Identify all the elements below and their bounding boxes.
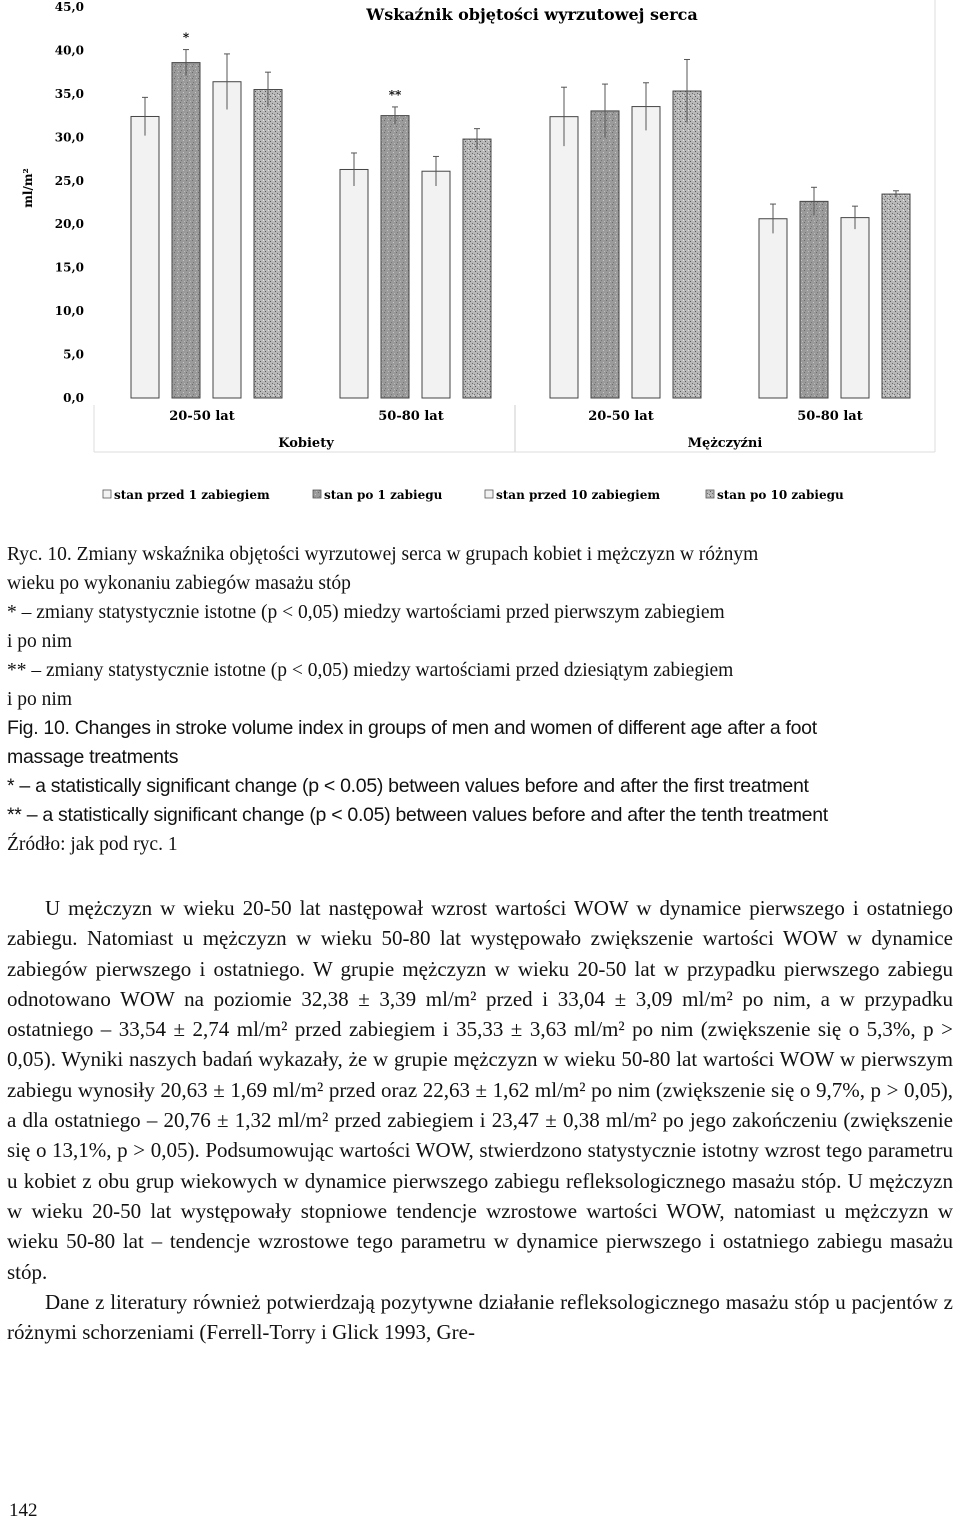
bar [422, 171, 450, 398]
caption-en-line: * – a statistically significant change (p < 0.05) between values before and after the first treatment [7, 775, 809, 797]
legend-entry: stan przed 10 zabiegiem [496, 488, 661, 502]
figure-caption [7, 540, 953, 859]
y-axis-label: ml/m² [21, 168, 35, 208]
chart-title: Wskaźnik objętości wyrzutowej serca [366, 5, 698, 24]
y-tick-label: 10,0 [54, 304, 84, 319]
y-tick-label: 35,0 [54, 86, 84, 101]
significance-marker: * [182, 30, 190, 45]
bar [759, 219, 787, 398]
bar [131, 116, 159, 398]
page-number: 142 [9, 1500, 38, 1521]
bar [254, 90, 282, 398]
significance-marker: ** [388, 87, 402, 102]
legend-entry: stan po 10 zabiegu [717, 488, 844, 502]
bar [632, 107, 660, 398]
y-tick-label: 5,0 [63, 347, 84, 362]
legend-swatch [485, 490, 493, 498]
caption-en-line: massage treatments [7, 746, 179, 768]
bar [463, 139, 491, 398]
legend-swatch [706, 490, 714, 498]
bar [841, 218, 869, 398]
bar [381, 116, 409, 398]
bar [340, 169, 368, 398]
y-tick-label: 15,0 [54, 260, 84, 275]
paragraph: Dane z literatury również potwierdzają pozytywne działanie refleksologicznego masażu stóp u pacjentów z różnymi schorzeniami (Ferrell-Torry i Glick 1993, Gre- [7, 1289, 953, 1345]
caption-en-line: Fig. 10. Changes in stroke volume index in groups of men and women of different age after a foot [7, 717, 817, 739]
legend-swatch [103, 490, 111, 498]
caption-pl-line: * – zmiany statystycznie istotne (p < 0,05) miedzy wartościami przed pierwszym zabiegiem [7, 602, 725, 623]
caption-pl-line: i po nim [7, 689, 73, 710]
stroke-volume-chart [0, 0, 960, 520]
legend-entry: stan po 1 zabiegu [324, 488, 443, 502]
bar [213, 82, 241, 398]
x-category-label: 20-50 lat [169, 409, 235, 424]
bar [882, 194, 910, 398]
legend-entry: stan przed 1 zabiegiem [114, 488, 270, 502]
bar [550, 117, 578, 398]
x-category-label: 50-80 lat [797, 409, 863, 424]
y-tick-label: 30,0 [54, 130, 84, 145]
bar [172, 63, 200, 398]
caption-source: Źródło: jak pod ryc. 1 [7, 834, 178, 855]
x-group-label: Kobiety [278, 436, 334, 451]
bar [800, 201, 828, 398]
caption-en-line: ** – a statistically significant change (p < 0.05) between values before and after the tenth treatment [7, 804, 828, 826]
caption-pl-line: i po nim [7, 631, 73, 652]
caption-pl-line: wieku po wykonaniu zabiegów masażu stóp [7, 573, 351, 594]
caption-pl-line: ** – zmiany statystycznie istotne (p < 0,05) miedzy wartościami przed dziesiątym zabiegiem [7, 660, 734, 681]
caption-pl-line: Ryc. 10. Zmiany wskaźnika objętości wyrzutowej serca w grupach kobiet i mężczyzn w różnym [7, 544, 759, 565]
y-tick-label: 25,0 [54, 173, 84, 188]
legend-swatch [313, 490, 321, 498]
bar [591, 111, 619, 398]
paragraph: U mężczyzn w wieku 20-50 lat następował wzrost wartości WOW w dynamice pierwszego i ostatniego zabiegu. Natomiast u mężczyzn w wieku 50-80 lat występowało zwiększenie wartości WOW w dynamice zabiegów pierwszego i ostatniego. W grupie mężczyzn w wieku 20-50 lat w przypadku pierwszego zabiegu odnotowano WOW na poziomie 32,38 ± 3,39 ml/m² przed i 33,04 ± 3,09 ml/m² po nim, a w przypadku ostatniego – 33,54 ± 2,74 ml/m² przed zabiegiem i 35,33 ± 3,63 ml/m² po nim (zwiększenie się o 5,3%, p > 0,05). Wyniki naszych badań wykazały, że w grupie mężczyzn w wieku 50-80 lat wartości WOW w pierwszym zabiegu wynosiły 20,63 ± 1,69 ml/m² przed oraz 22,63 ± 1,62 ml/m² po nim (zwiększenie się o 9,7%, p > 0,05), a dla ostatniego – 20,76 ± 1,32 ml/m² przed zabiegiem i 23,47 ± 0,38 ml/m² po jego zakończeniu (zwiększenie się o 13,1%, p > 0,05). Podsumowując wartości WOW, stwierdzono statystycznie istotny wzrost tego parametru u kobiet z obu grup wiekowych w dynamice pierwszego zabiegu refleksologicznego masażu stóp. U mężczyzn w wieku 20-50 lat występowały stopniowe tendencje wzrostowe wartości WOW, natomiast u mężczyzn w wieku 50-80 lat – tendencje wzrostowe tego parametru w dynamice pierwszego i ostatniego zabiegu masażu stóp. [7, 896, 953, 1284]
bar [673, 91, 701, 398]
y-tick-label: 40,0 [54, 43, 84, 58]
body-text [7, 893, 953, 1347]
x-group-label: Mężczyźni [687, 436, 763, 451]
x-category-label: 20-50 lat [588, 409, 654, 424]
y-tick-label: 20,0 [54, 217, 84, 232]
y-tick-label: 0,0 [63, 391, 84, 405]
x-category-label: 50-80 lat [378, 409, 444, 424]
y-tick-label: 45,0 [54, 0, 84, 14]
